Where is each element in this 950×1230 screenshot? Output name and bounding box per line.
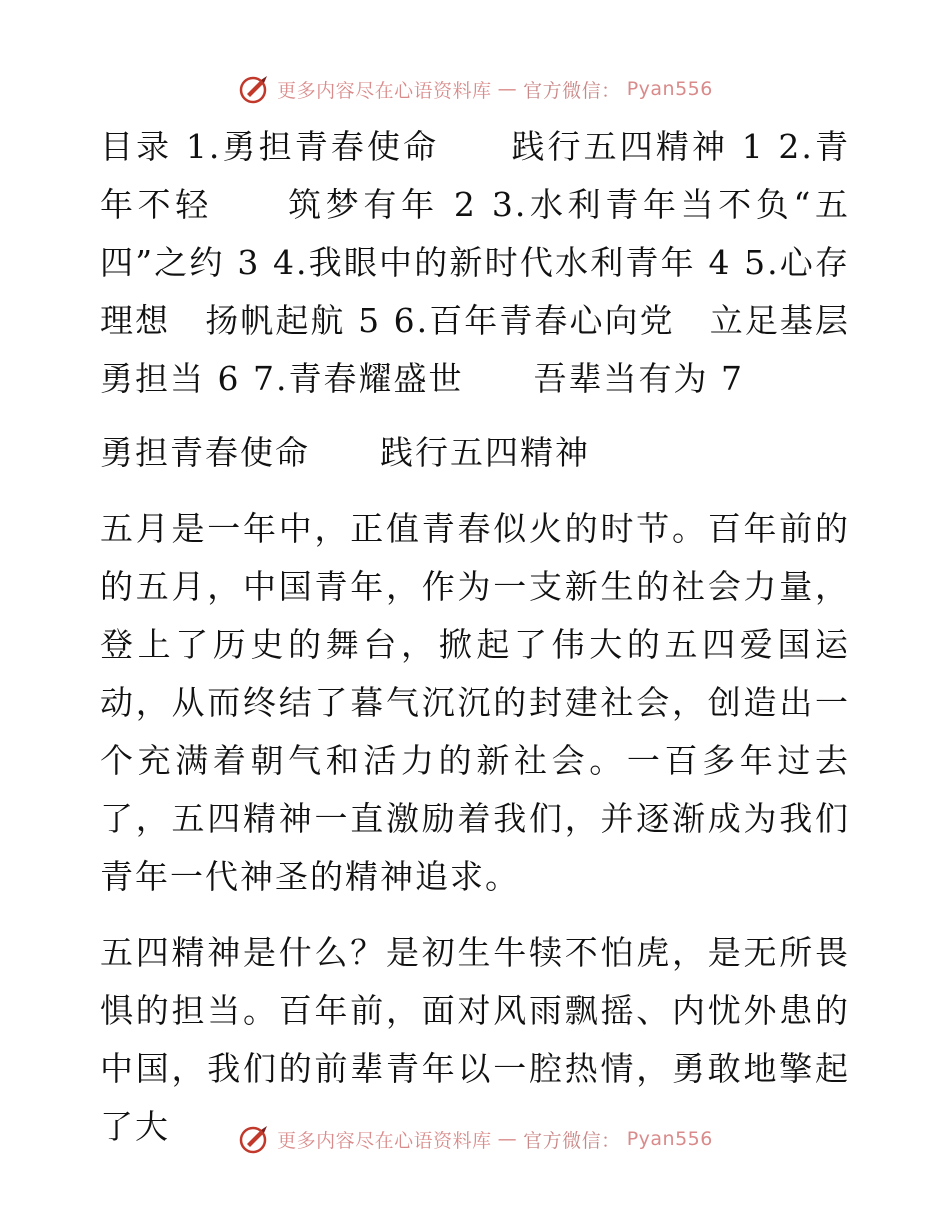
- watermark-separator: —: [497, 78, 518, 100]
- body-paragraph-2: 五四精神是什么？是初生牛犊不怕虎，是无所畏惧的担当。百年前，面对风雨飘摇、内忧外患的中国，我们的前辈青年以一腔热情，勇敢地擎起了大: [100, 933, 850, 1146]
- watermark-main-text: 更多内容尽在心语资料库: [277, 1129, 492, 1152]
- watermark-wechat-id: Pyan556: [626, 1128, 713, 1150]
- quill-seal-icon: [237, 1122, 271, 1156]
- watermark-sub-text: 官方微信：: [523, 79, 621, 102]
- body-paragraph-1: 五月是一年中，正值青春似火的时节。百年前的的五月，中国青年，作为一支新生的社会力量，登上了历史的舞台，掀起了伟大的五四爱国运动，从而终结了暮气沉沉的封建社会，创造出一个充满着朝气和活力的新社会。一百多年过去了，五四精神一直激励着我们，并逐渐成为我们青年一代神圣的精神追求。: [100, 509, 850, 896]
- header-watermark: [0, 72, 950, 106]
- document-body: [100, 118, 850, 1174]
- watermark-main-text: 更多内容尽在心语资料库: [277, 79, 492, 102]
- table-of-contents: 目录 1.勇担青春使命 践行五四精神 1 2.青年不轻 筑梦有年 2 3.水利青年当不负“五四”之约 3 4.我眼中的新时代水利青年 4 5.心存理想 扬帆起航 5 6.百年青春心向党 立足基层勇担当 6 7.青春耀盛世 吾辈当有为 7: [100, 127, 850, 398]
- section-heading: 勇担青春使命 践行五四精神: [100, 433, 590, 472]
- watermark-sub-text: 官方微信：: [523, 1129, 621, 1152]
- watermark-wechat-id: Pyan556: [626, 78, 713, 100]
- watermark-separator: —: [497, 1128, 518, 1150]
- footer-watermark: [0, 1122, 950, 1156]
- quill-seal-icon: [237, 72, 271, 106]
